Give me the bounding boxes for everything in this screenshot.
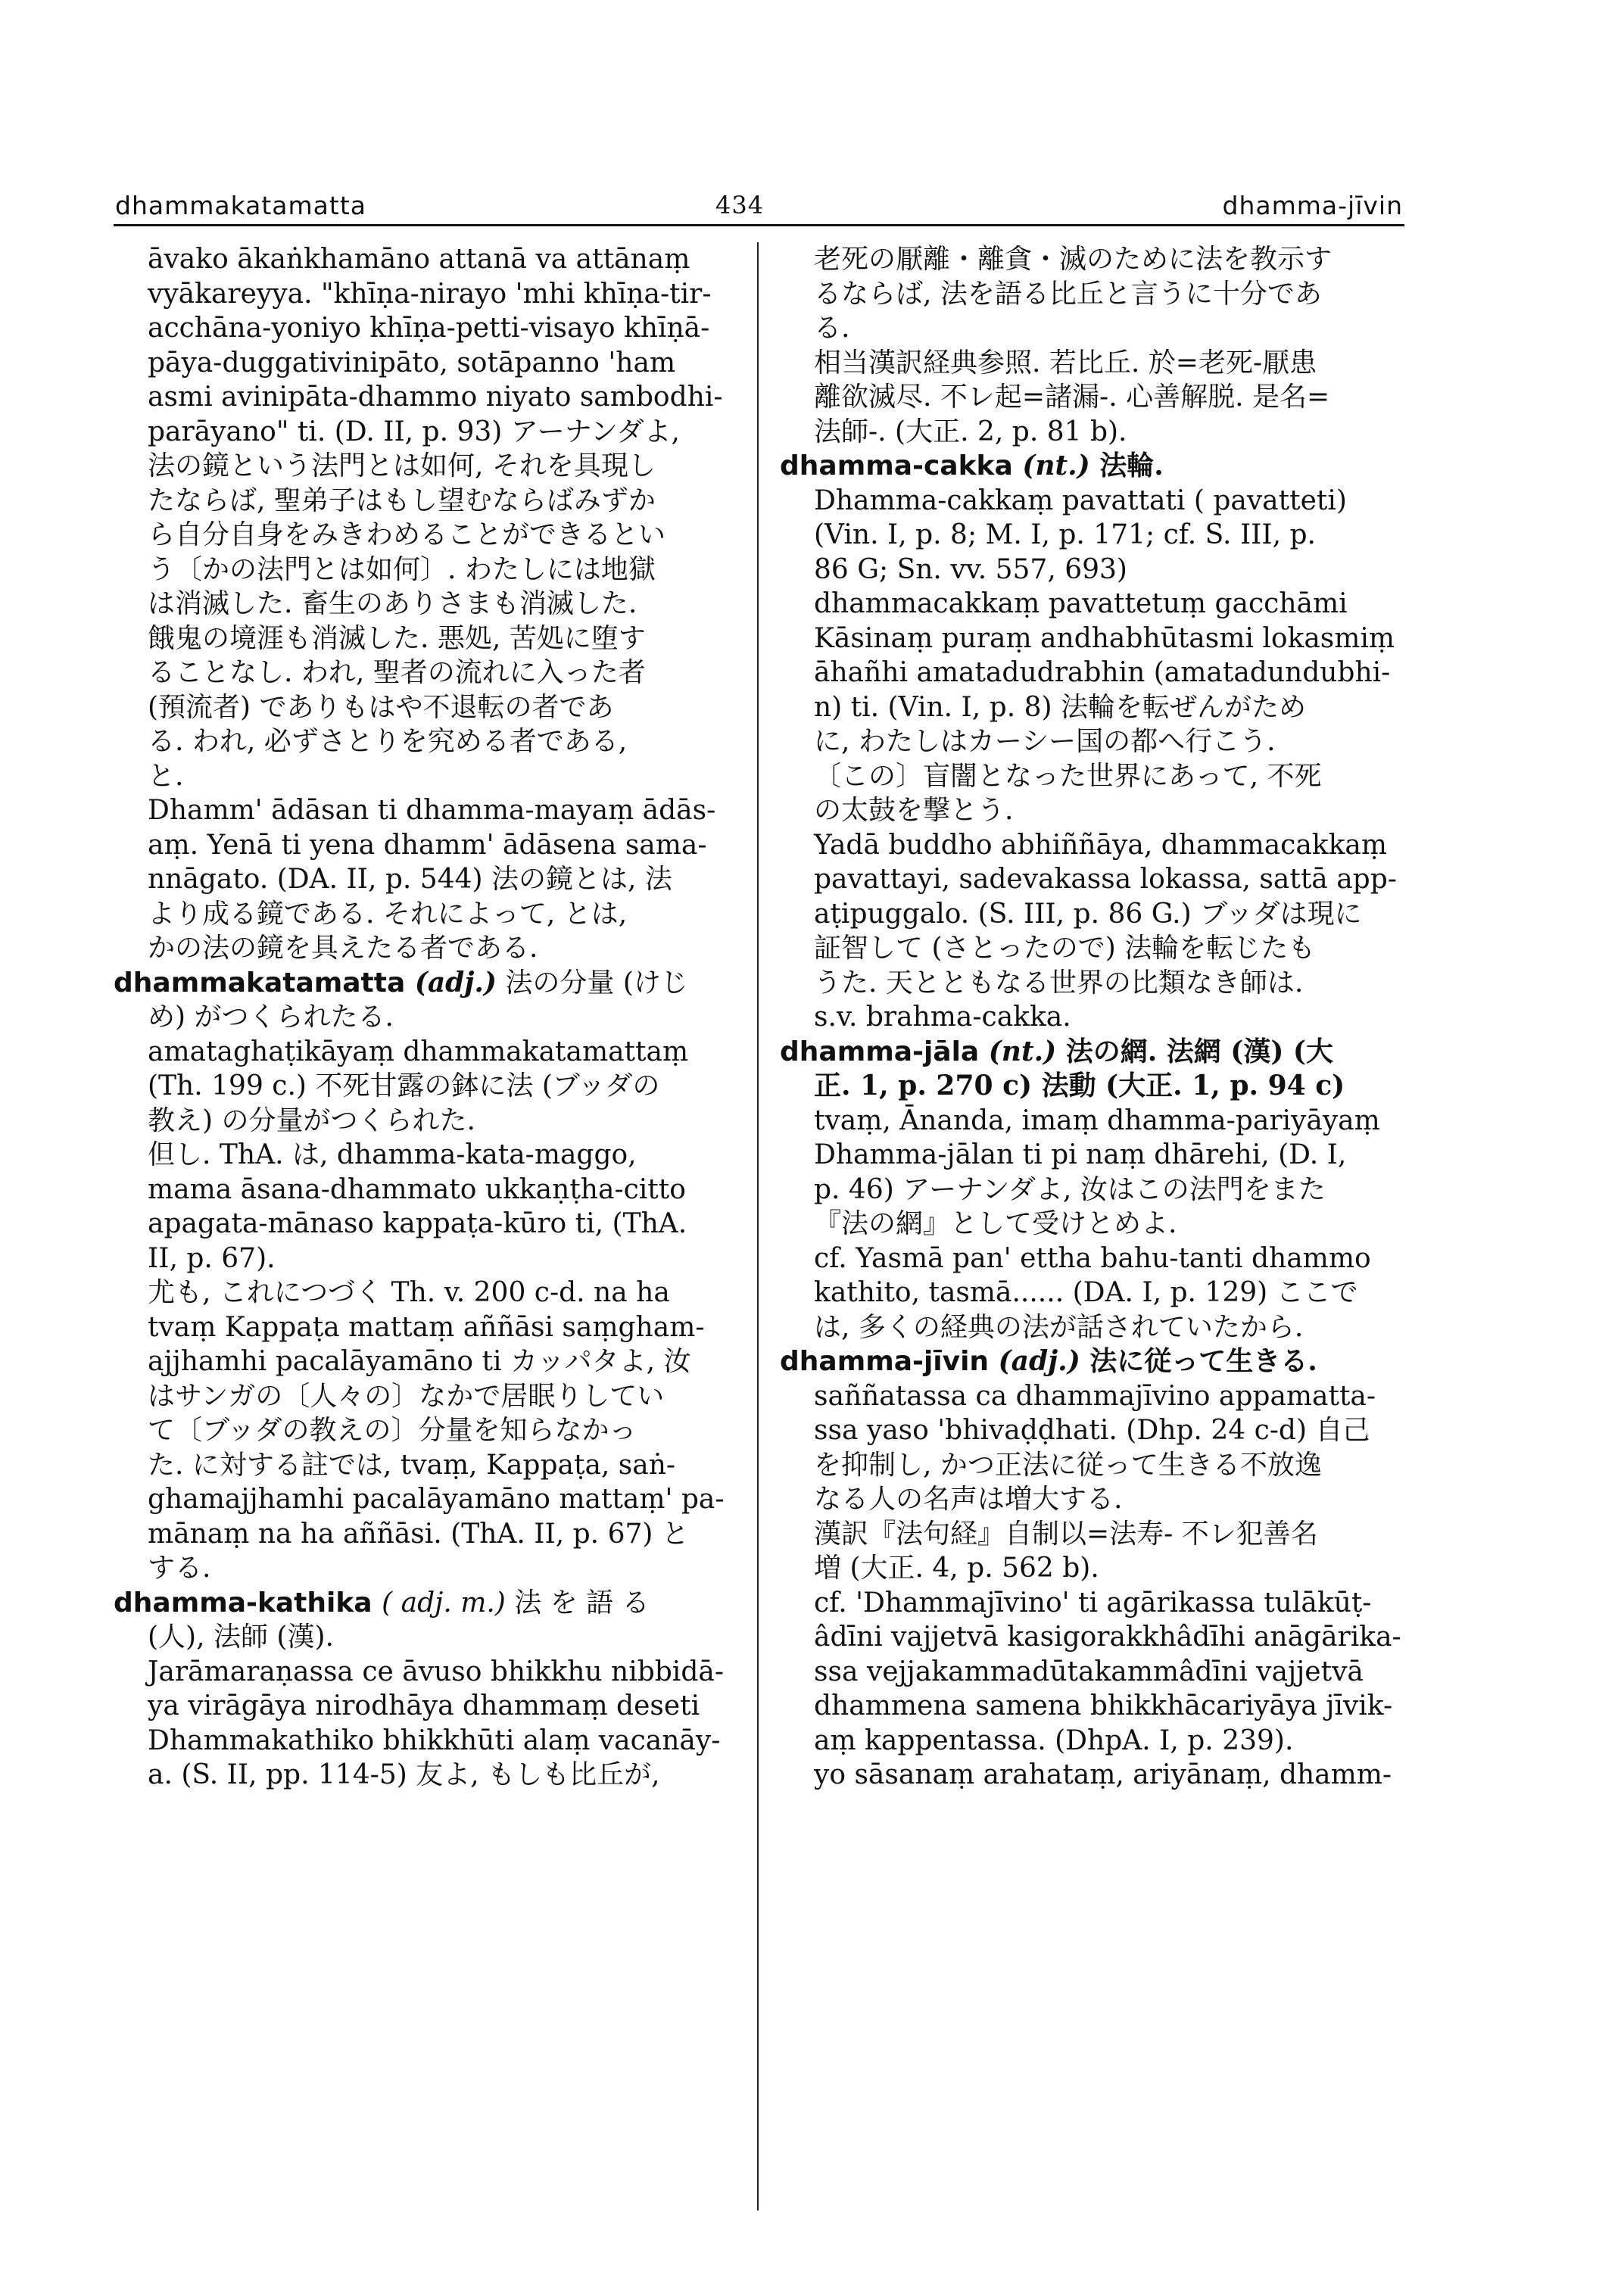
text-line: と.	[148, 760, 184, 792]
text-line: Dhammakathiko bhikkhūti alaṃ vacanāy-	[148, 1724, 721, 1756]
text-line: pavattayi, sadevakassa lokassa, sattā app-	[814, 864, 1397, 895]
text-line: n) ti. (Vin. I, p. 8) 法輪を転ぜんがため	[814, 691, 1306, 723]
text-line: apagata-mānaso kappaṭa-kūro ti, (ThA.	[148, 1208, 687, 1239]
text-line: mānaṃ na ha aññāsi. (ThA. II, p. 67) と	[148, 1518, 689, 1550]
entry-body	[780, 1379, 1408, 1793]
text-line: ajjhamhi pacalāyamāno ti カッパタよ, 汝	[148, 1346, 691, 1377]
text-line: āhañhi amatadudrabhin (amatadundubhi-	[814, 657, 1391, 688]
page-number: 434	[715, 191, 765, 220]
entry-gloss: 法 を 語 る	[505, 1587, 650, 1618]
text-line: 漢訳『法句経』自制以=法寿- 不レ犯善名	[814, 1518, 1318, 1550]
text-line: âdīni vajjetvā kasigorakkhâdīhi anāgārika-	[814, 1622, 1401, 1653]
text-line: の太鼓を撃とう.	[814, 795, 1014, 826]
text-line: Dhamm' ādāsan ti dhamma-mayaṃ ādās-	[148, 795, 716, 826]
text-line: たならば, 聖弟子はもし望むならばみずか	[148, 484, 656, 516]
text-line: Kāsinaṃ puraṃ andhabhūtasmi lokasmiṃ	[814, 622, 1395, 654]
text-line: tvaṃ Kappaṭa mattaṃ aññāsi saṃgham-	[148, 1311, 705, 1343]
text-line: を抑制し, かつ正法に従って生きる不放逸	[814, 1449, 1322, 1481]
text-line: parāyano" ti. (D. II, p. 93) アーナンダよ,	[148, 416, 680, 447]
text-line: āvako ākaṅkhamāno attanā va attānaṃ	[148, 244, 690, 275]
text-line: aṭipuggalo. (S. III, p. 86 G.) ブッダは現に	[814, 898, 1362, 930]
entry-dhamma-jivin	[780, 1344, 1408, 1793]
text-line: (Vin. I, p. 8; M. I, p. 171; cf. S. III, p.	[814, 519, 1316, 550]
text-line: p. 46) アーナンダよ, 汝はこの法門をまた	[814, 1173, 1326, 1205]
entry-body	[114, 1655, 742, 1793]
entry-gloss-cont: (人), 法師 (漢).	[148, 1622, 334, 1653]
text-line: ya virāgāya nirodhāya dhammaṃ deseti	[148, 1690, 700, 1721]
text-line: 増 (大正. 4, p. 562 b).	[814, 1553, 1099, 1584]
text-line: る.	[814, 313, 850, 344]
text-line: pāya-duggativinipāto, sotāpanno 'ham	[148, 347, 676, 379]
entry-dhamma-jala	[780, 1035, 1408, 1345]
running-head-left: dhammakatamatta	[115, 191, 366, 220]
left-column	[114, 242, 742, 1793]
text-line: なる人の名声は増大する.	[814, 1484, 1123, 1515]
text-line: 証智して (さとったので) 法輪を転じたも	[814, 933, 1316, 964]
text-line: う〔かの法門とは如何〕. わたしには地獄	[148, 553, 656, 585]
entry-gloss: 法に従って生きる.	[1080, 1345, 1317, 1377]
entry-headword: dhamma-jīvin	[780, 1346, 990, 1377]
text-line: は, 多くの経典の法が話されていたから.	[814, 1311, 1304, 1343]
text-line: mama āsana-dhammato ukkaṇṭha-citto	[148, 1173, 686, 1205]
text-line: dhammena samena bhikkhācariyāya jīvik-	[814, 1690, 1393, 1721]
text-line: かの法の鏡を具えたる者である.	[148, 933, 538, 964]
text-line: 『法の網』として受けとめよ.	[814, 1208, 1177, 1239]
entry-dhamma-cakka	[780, 449, 1408, 1035]
entry-gloss-cont: め) がつくられたる.	[148, 1002, 394, 1033]
text-line: より成る鏡である. それによって, とは,	[148, 898, 628, 930]
entry-headline	[114, 1586, 742, 1621]
text-line: うた. 天とともなる世界の比類なき師は.	[814, 967, 1304, 999]
text-line: 老死の厭離・離貪・滅のために法を教示す	[814, 244, 1333, 275]
text-line: 相当漢訳経典参照. 若比丘. 於=老死-厭患	[814, 347, 1317, 379]
entry-headline	[780, 449, 1408, 484]
entry-headline	[780, 1344, 1408, 1379]
entry-headline	[780, 1035, 1408, 1070]
text-line: ghamajjhamhi pacalāyamāno mattaṃ' pa-	[148, 1484, 725, 1515]
text-line: ることなし. われ, 聖者の流れに入った者	[148, 657, 646, 688]
entry-pos: (adj.)	[998, 1345, 1080, 1377]
text-line: dhammacakkaṃ pavattetuṃ gacchāmi	[814, 588, 1348, 619]
text-line: 教え) の分量がつくられた.	[148, 1104, 475, 1136]
entry-headword: dhammakatamatta	[114, 967, 406, 999]
text-line: た. に対する註では, tvaṃ, Kappaṭa, saṅ-	[148, 1449, 676, 1481]
text-line: Jarāmaraṇassa ce āvuso bhikkhu nibbidā-	[148, 1656, 724, 1687]
text-line: (Th. 199 c.) 不死甘露の鉢に法 (ブッダの	[148, 1070, 660, 1101]
text-line: ssa yaso 'bhivaḍḍhati. (Dhp. 24 c-d) 自己	[814, 1415, 1370, 1446]
text-line: 〔この〕盲闇となった世界にあって, 不死	[814, 760, 1322, 792]
text-line: cf. 'Dhammajīvino' ti agārikassa tulākūṭ-	[814, 1587, 1372, 1618]
text-line: yo sāsanaṃ arahataṃ, ariyānaṃ, dhamm-	[814, 1759, 1392, 1790]
entry-headword: dhamma-kathika	[114, 1587, 372, 1618]
left-intro-text	[114, 242, 742, 966]
entry-body	[780, 484, 1408, 1035]
text-line: 86 G; Sn. vv. 557, 693)	[814, 553, 1127, 585]
text-line: Dhamma-jālan ti pi naṃ dhārehi, (D. I,	[814, 1139, 1347, 1170]
text-line: Dhamma-cakkaṃ pavattati ( pavatteti)	[814, 484, 1347, 516]
text-line: (預流者) でありもはや不退転の者であ	[148, 691, 614, 723]
text-line: する.	[148, 1553, 211, 1584]
running-head-right: dhamma-jīvin	[1222, 191, 1403, 220]
text-line: aṃ. Yenā ti yena dhamm' ādāsena sama-	[148, 829, 707, 861]
text-line: る. われ, 必ずさとりを究める者である,	[148, 726, 628, 757]
text-line: a. (S. II, pp. 114-5) 友よ, もしも比丘が,	[148, 1759, 660, 1790]
entry-pos: (adj.)	[414, 966, 497, 999]
entry-gloss: 法の分量 (けじ	[496, 967, 688, 999]
text-line: 離欲滅尽. 不レ起=諸漏-. 心善解脱. 是名=	[814, 382, 1330, 413]
text-line: 法の鏡という法門とは如何, それを具現し	[148, 450, 656, 481]
text-line: tvaṃ, Ānanda, imaṃ dhamma-pariyāyaṃ	[814, 1104, 1380, 1136]
text-line: asmi avinipāta-dhammo niyato sambodhi-	[148, 382, 723, 413]
text-line: vyākareyya. "khīṇa-nirayo 'mhi khīṇa-tir-	[148, 278, 712, 310]
text-line: s.v. brahma-cakka.	[814, 1002, 1071, 1033]
text-line: 法師-. (大正. 2, p. 81 b).	[814, 416, 1127, 447]
text-line: acchāna-yoniyo khīṇa-petti-visayo khīṇā-	[148, 313, 710, 344]
column-divider	[757, 242, 759, 2210]
text-line: はサンガの〔人々の〕なかで居眠りしてい	[148, 1380, 665, 1412]
text-line: nnāgato. (DA. II, p. 544) 法の鏡とは, 法	[148, 864, 672, 895]
text-line: 尤も, これにつづく Th. v. 200 c-d. na ha	[148, 1277, 670, 1308]
entry-pos: (nt.)	[988, 1035, 1057, 1067]
text-line: 餓鬼の境涯も消滅した. 悪処, 苦処に堕す	[148, 622, 646, 654]
entry-gloss: 法の網. 法網 (漢) (大	[1056, 1035, 1333, 1067]
text-line: て〔ブッダの教えの〕分量を知らなかっ	[148, 1415, 637, 1446]
entry-pos: ( adj. m.)	[382, 1587, 506, 1618]
text-line: amataghaṭikāyaṃ dhammakatamattaṃ	[148, 1036, 689, 1067]
text-line: cf. Yasmā pan' ettha bahu-tanti dhammo	[814, 1242, 1371, 1274]
text-line: kathito, tasmā...... (DA. I, p. 129) ここで	[814, 1277, 1358, 1308]
text-line: ssa vejjakammadūtakammâdīni vajjetvā	[814, 1656, 1364, 1687]
text-line: 但し. ThA. は, dhamma-kata-maggo,	[148, 1139, 637, 1170]
header-rule	[114, 224, 1404, 226]
entry-gloss-cont: 正. 1, p. 270 c) 法動 (大正. 1, p. 94 c)	[814, 1070, 1345, 1101]
text-line: saññatassa ca dhammajīvino appamatta-	[814, 1380, 1376, 1412]
entry-pos: (nt.)	[1022, 450, 1090, 481]
right-intro-text	[780, 242, 1408, 449]
entry-gloss: 法輪.	[1089, 450, 1164, 481]
entry-headword: dhamma-cakka	[780, 450, 1013, 481]
entry-dhamma-kathika	[114, 1586, 742, 1793]
entry-body	[780, 1104, 1408, 1345]
entry-dhammakatamatta	[114, 966, 742, 1586]
right-column	[780, 242, 1408, 1793]
text-line: るならば, 法を語る比丘と言うに十分であ	[814, 278, 1322, 310]
text-line: Yadā buddho abhiññāya, dhammacakkaṃ	[814, 829, 1388, 861]
text-line: II, p. 67).	[148, 1242, 276, 1274]
text-line: ら自分自身をみきわめることができるとい	[148, 519, 666, 550]
entry-headline	[114, 966, 742, 1001]
text-line: は消滅した. 畜生のありさまも消滅した.	[148, 588, 637, 619]
text-line: に, わたしはカーシー国の都へ行こう.	[814, 726, 1276, 757]
entry-headword: dhamma-jāla	[780, 1036, 980, 1067]
entry-body	[114, 1035, 742, 1586]
text-line: aṃ kappentassa. (DhpA. I, p. 239).	[814, 1724, 1294, 1756]
